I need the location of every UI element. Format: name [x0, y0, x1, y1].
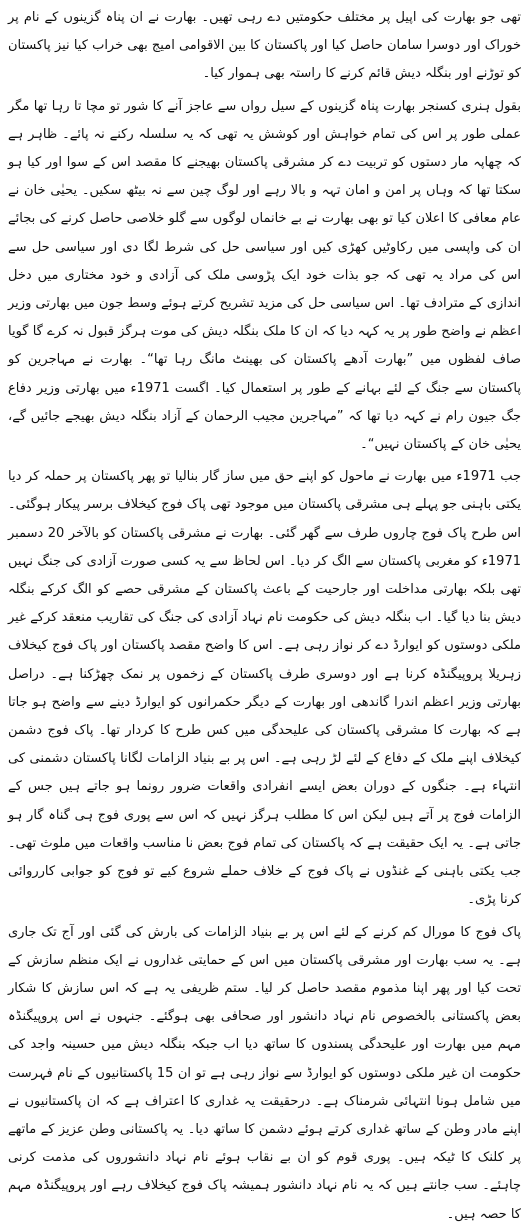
article-paragraph-2: بقول ہنری کسنجر بھارت پناہ گزینوں کے سیل رواں سے عاجز آنے کا شور تو مچا تا رہا تھا مگر عملی طور پر اس کی تمام خواہش اور کوشش یہ تھی کہ یہ سلسلہ رکنے نہ پائے۔ ظاہر ہے کہ چھاپہ مار دستوں کو تربیت دے کر مشرقی پاکستان بھیجنے کا مقصد اس کے سوا اور کیا ہو سکتا تھا کہ وہاں پر امن و امان تہہ و بالا رہے اور لوگ چین سے نہ بیٹھ سکیں۔ یحیٰی خان نے عام معافی کا اعلان کیا تو بھی بھارت نے بے خانماں لوگوں سے گلو خلاصی حاصل کرنے کی بجائے ان کی واپسی میں رکاوٹیں کھڑی کیں اور سیاسی حل کی شرط لگا دی اور سیاسی حل سے اس کی مراد یہ تھی کہ جو بذات خود ایک پڑوسی ملک کی آزادی و خود مختاری میں دخل اندازی کے مترادف تھا۔ اس سیاسی حل کی مزید تشریح کرتے ہوئے وسط جون میں بھارتی وزیر اعظم نے واضح طور پر یہ کہہ دیا کہ ان کا ملک بنگلہ دیش کی موت ہرگز قبول نہ کرے گا گویا صاف لفظوں میں ”بھارت آدھے پاکستان کی بھینٹ مانگ رہا تھا“۔ بھارت نے مہاجرین کو پاکستان سے جنگ کے لئے بہانے کے طور پر استعمال کیا۔ اگست 1971ء میں بھارتی وزیر دفاع جگ جیون رام نے کہہ دیا تھا کہ ”مہاجرین مجیب الرحمان کے آزاد بنگلہ دیش بھیجے جائیں گے، یحیٰی خان کے پاکستان نہیں“۔: [8, 98, 522, 453]
article-paragraph-1: تھی جو بھارت کی اپیل پر مختلف حکومتیں دے رہی تھیں۔ بھارت نے ان پناہ گزینوں کے نام پر خوراک اور دوسرا سامان حاصل کیا اور پاکستان کا بین الاقوامی امیج بھی خراب کیا نیز پاکستان کو توڑنے اور بنگلہ دیش قائم کرنے کا راستہ بھی ہموار کیا۔: [8, 10, 521, 82]
article-paragraph-4: پاک فوج کا مورال کم کرنے کے لئے اس پر بے بنیاد الزامات کی بارش کی گئی اور آج تک جاری ہے۔ یہ سب بھارت اور مشرقی پاکستان میں اس کے حمایتی غداروں نے ایک منظم سازش کے تحت کیا اور پھر اپنا مذموم مقصد حاصل کر لیا۔ ستم ظریفی یہ ہے کہ اس سازش کا شکار بعض پاکستانی بالخصوص نام نہاد دانشور اور صحافی بھی ہوگئے۔ جنہوں نے اس پروپیگنڈہ مہم میں بھارت اور علیحدگی پسندوں کا ساتھ دیا اب جبکہ بنگلہ دیش میں حسینہ واجد کی حکومت ان غیر ملکی دوستوں کو ایوارڈ سے نواز رہی ہے تو ان 15 پاکستانیوں کے نام فہرست میں شامل ہونا انتہائی شرمناک ہے۔ درحقیقت یہ غداری کا اعتراف ہے کہ ان پاکستانیوں نے اپنے مادر وطن کے ساتھ غداری کرتے ہوئے دشمن کا ساتھ دیا۔ یہ پاکستانی وطن عزیز کے ماتھے پر کلنک کا ٹیکہ ہیں۔ پوری قوم کو ان بے نقاب ہوئے نام نہاد دانشوروں کی مذمت کرنی چاہئے۔ سب جانتے ہیں کہ یہ نام نہاد دانشور ہمیشہ پاک فوج کیخلاف رہے اور پروپیگنڈہ مہم کا حصہ ہیں۔: [8, 924, 521, 1222]
article-paragraph-3: جب 1971ء میں بھارت نے ماحول کو اپنے حق میں ساز گار بنالیا تو پھر پاکستان پر حملہ کر دیا یکتی باہنی جو پہلے ہی مشرقی پاکستان میں موجود تھی پاک فوج کیخلاف برسر پیکار ہوگئی۔ اس طرح پاک فوج چاروں طرف سے گھر گئی۔ بھارت نے مشرقی پاکستان کو بالآخر 20 دسمبر 1971ء کو مغربی پاکستان سے الگ کر دیا۔ اس لحاظ سے یہ کسی صورت آزادی کی جنگ نہیں تھی بلکہ بھارتی مداخلت اور جارحیت کے باعث پاکستان کے مشرقی حصے کو الگ کرکے بنگلہ دیش بنا دیا گیا۔ اب بنگلہ دیش کی حکومت نام نہاد آزادی کی جنگ کی تقاریب منعقد کرکے غیر ملکی دوستوں کو ایوارڈ دے کر نواز رہی ہے۔ اس کا واضح مقصد پاکستان اور پاک فوج کیخلاف زہریلا پروپیگنڈہ کرنا ہے اور دوسری طرف پاکستان کے زخموں پر نمک چھڑکنا ہے۔ دراصل بھارتی وزیر اعظم اندرا گاندھی اور بھارت کے دیگر حکمرانوں کو ایوارڈ دینے سے واضح ہو جاتا ہے کہ بھارت کا مشرقی پاکستان کی علیحدگی میں کس طرح کا کردار تھا۔ پاک فوج دشمن کیخلاف اپنے ملک کے دفاع کے لئے لڑ رہی ہے۔ اس پر بے بنیاد الزامات لگانا پاکستان دشمنی کی انتہاء ہے۔ جنگوں کے دوران بعض ایسے انفرادی واقعات ضرور رونما ہو جاتے ہیں جس کے الزامات فوج پر آتے ہیں لیکن اس کا مطلب ہرگز نہیں کہ اس سے پوری فوج ہی گناہ گار ہو جاتی ہے۔ یہ ایک حقیقت ہے کہ پاکستان کی تمام فوج بعض نا مناسب واقعات میں ملوث تھی۔ جب یکتی باہنی کے غنڈوں نے پاک فوج کے خلاف حملے شروع کیے تو فوج کو جوابی کارروائی کرنا پڑی۔: [8, 469, 522, 908]
